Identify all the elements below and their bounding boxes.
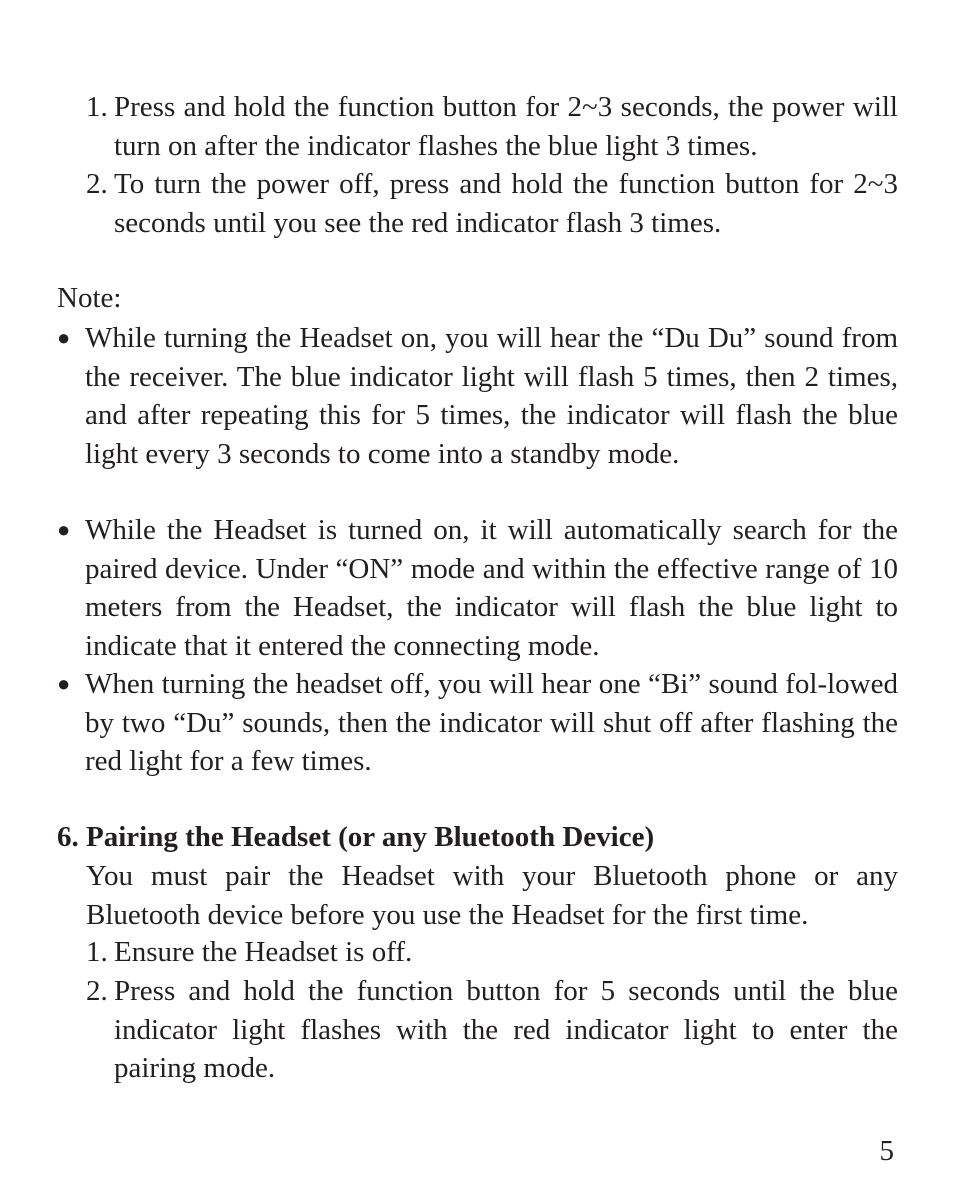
step-number: 1.	[86, 91, 108, 123]
page-number: 5	[879, 1135, 894, 1167]
bullet-text: While the Headset is turned on, it will automatically search for the paired device. Under “ON” mode and within the effective range of 10 meters from the Headset, the indicator will flash the blue light to indicate that it entered the connecting mode.	[85, 514, 898, 662]
power-off-step	[86, 165, 898, 242]
bullet-text: While turning the Headset on, you will hear the “Du Du” sound from the receiver. The blue indicator light will flash 5 times, then 2 times, and after repeating this for 5 times, the indicator will flash the blue light every 3 seconds to come into a standby mode.	[85, 322, 898, 470]
note-bullet-power-off	[57, 665, 898, 781]
step-number: 2.	[86, 975, 108, 1007]
pairing-step-2	[86, 972, 898, 1088]
note-bullet-power-on	[57, 319, 898, 473]
step-text: Press and hold the function button for 5 seconds until the blue indicator light flashes with the red indicator light to enter the pairing mode.	[114, 975, 898, 1084]
section-heading: 6. Pairing the Headset (or any Bluetooth Device)	[57, 821, 655, 853]
pairing-step-1	[86, 933, 898, 972]
step-text: Press and hold the function button for 2~3 seconds, the power will turn on after the indicator flashes the blue light 3 times.	[114, 91, 898, 162]
power-on-step	[86, 88, 898, 165]
bullet-icon: ●	[57, 517, 71, 542]
step-number: 2.	[86, 168, 108, 200]
note-bullet-search	[57, 511, 898, 665]
section-intro: You must pair the Headset with your Bluetooth phone or any Bluetooth device before you use the Headset for the first time.	[86, 860, 898, 931]
bullet-icon: ●	[57, 325, 71, 350]
step-text: To turn the power off, press and hold the function button for 2~3 seconds until you see the red indicator flash 3 times.	[114, 168, 898, 239]
note-label: Note:	[57, 282, 122, 314]
step-number: 1.	[86, 936, 108, 968]
step-text: Ensure the Headset is off.	[114, 936, 413, 968]
bullet-text: When turning the headset off, you will hear one “Bi” sound fol-lowed by two “Du” sounds, then the indicator will shut off after flashing the red light for a few times.	[85, 668, 898, 777]
bullet-icon: ●	[57, 671, 71, 696]
